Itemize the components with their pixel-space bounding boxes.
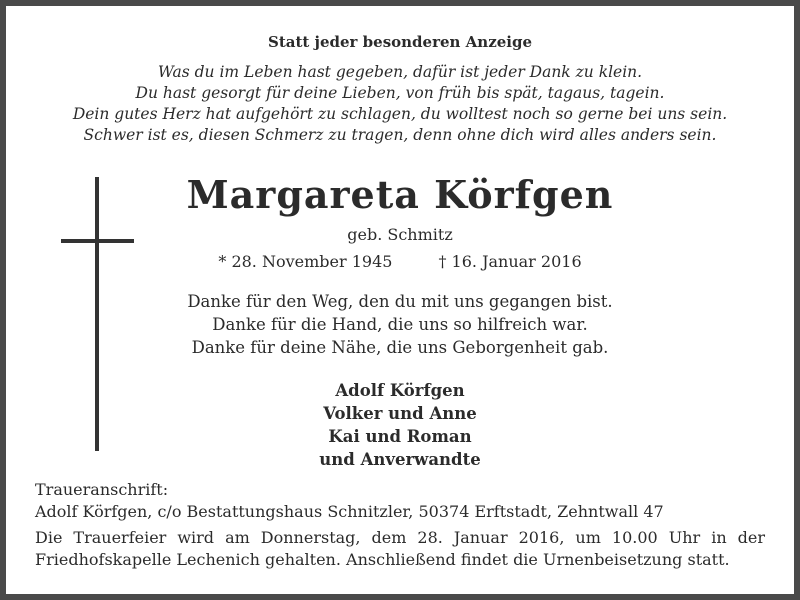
mourning-address xyxy=(35,479,664,523)
thanks-line: Danke für die Hand, die uns so hilfreich war. xyxy=(212,315,588,334)
mourners-list xyxy=(0,379,800,471)
death-date: † 16. Januar 2016 xyxy=(438,252,582,271)
address-text: Adolf Körfgen, c/o Bestattungshaus Schnitzler, 50374 Erftstadt, Zehntwall 47 xyxy=(35,502,664,521)
address-label: Traueranschrift: xyxy=(35,480,169,499)
ceremony-info: Die Trauerfeier wird am Donnerstag, dem 28. Januar 2016, um 10.00 Uhr in der Friedhofskapelle Lechenich gehalten. Anschließend findet die Urnenbeisetzung statt. xyxy=(35,528,765,569)
poem-line: Was du im Leben hast gegeben, dafür ist jeder Dank zu klein. xyxy=(157,63,643,81)
birth-name: geb. Schmitz xyxy=(347,225,453,244)
poem xyxy=(0,62,800,146)
poem-line: Dein gutes Herz hat aufgehört zu schlagen, du wolltest noch so gerne bei uns sein. xyxy=(72,105,728,123)
deceased-name: Margareta Körfgen xyxy=(186,172,614,217)
thanks-line: Danke für deine Nähe, die uns Geborgenheit gab. xyxy=(191,338,609,357)
mourner: Kai und Roman xyxy=(328,427,472,446)
poem-line: Du hast gesorgt für deine Lieben, von früh bis spät, tagaus, tagein. xyxy=(135,84,665,102)
birth-date: * 28. November 1945 xyxy=(218,252,393,271)
mourner: Adolf Körfgen xyxy=(335,381,465,400)
mourner: Volker und Anne xyxy=(323,404,477,423)
notice-headline: Statt jeder besonderen Anzeige xyxy=(267,33,533,51)
poem-line: Schwer ist es, diesen Schmerz zu tragen, denn ohne dich wird alles anders sein. xyxy=(83,126,717,144)
mourner: und Anverwandte xyxy=(319,450,481,469)
thanks-verse xyxy=(0,290,800,359)
thanks-line: Danke für den Weg, den du mit uns gegangen bist. xyxy=(187,292,613,311)
life-dates xyxy=(0,252,800,271)
